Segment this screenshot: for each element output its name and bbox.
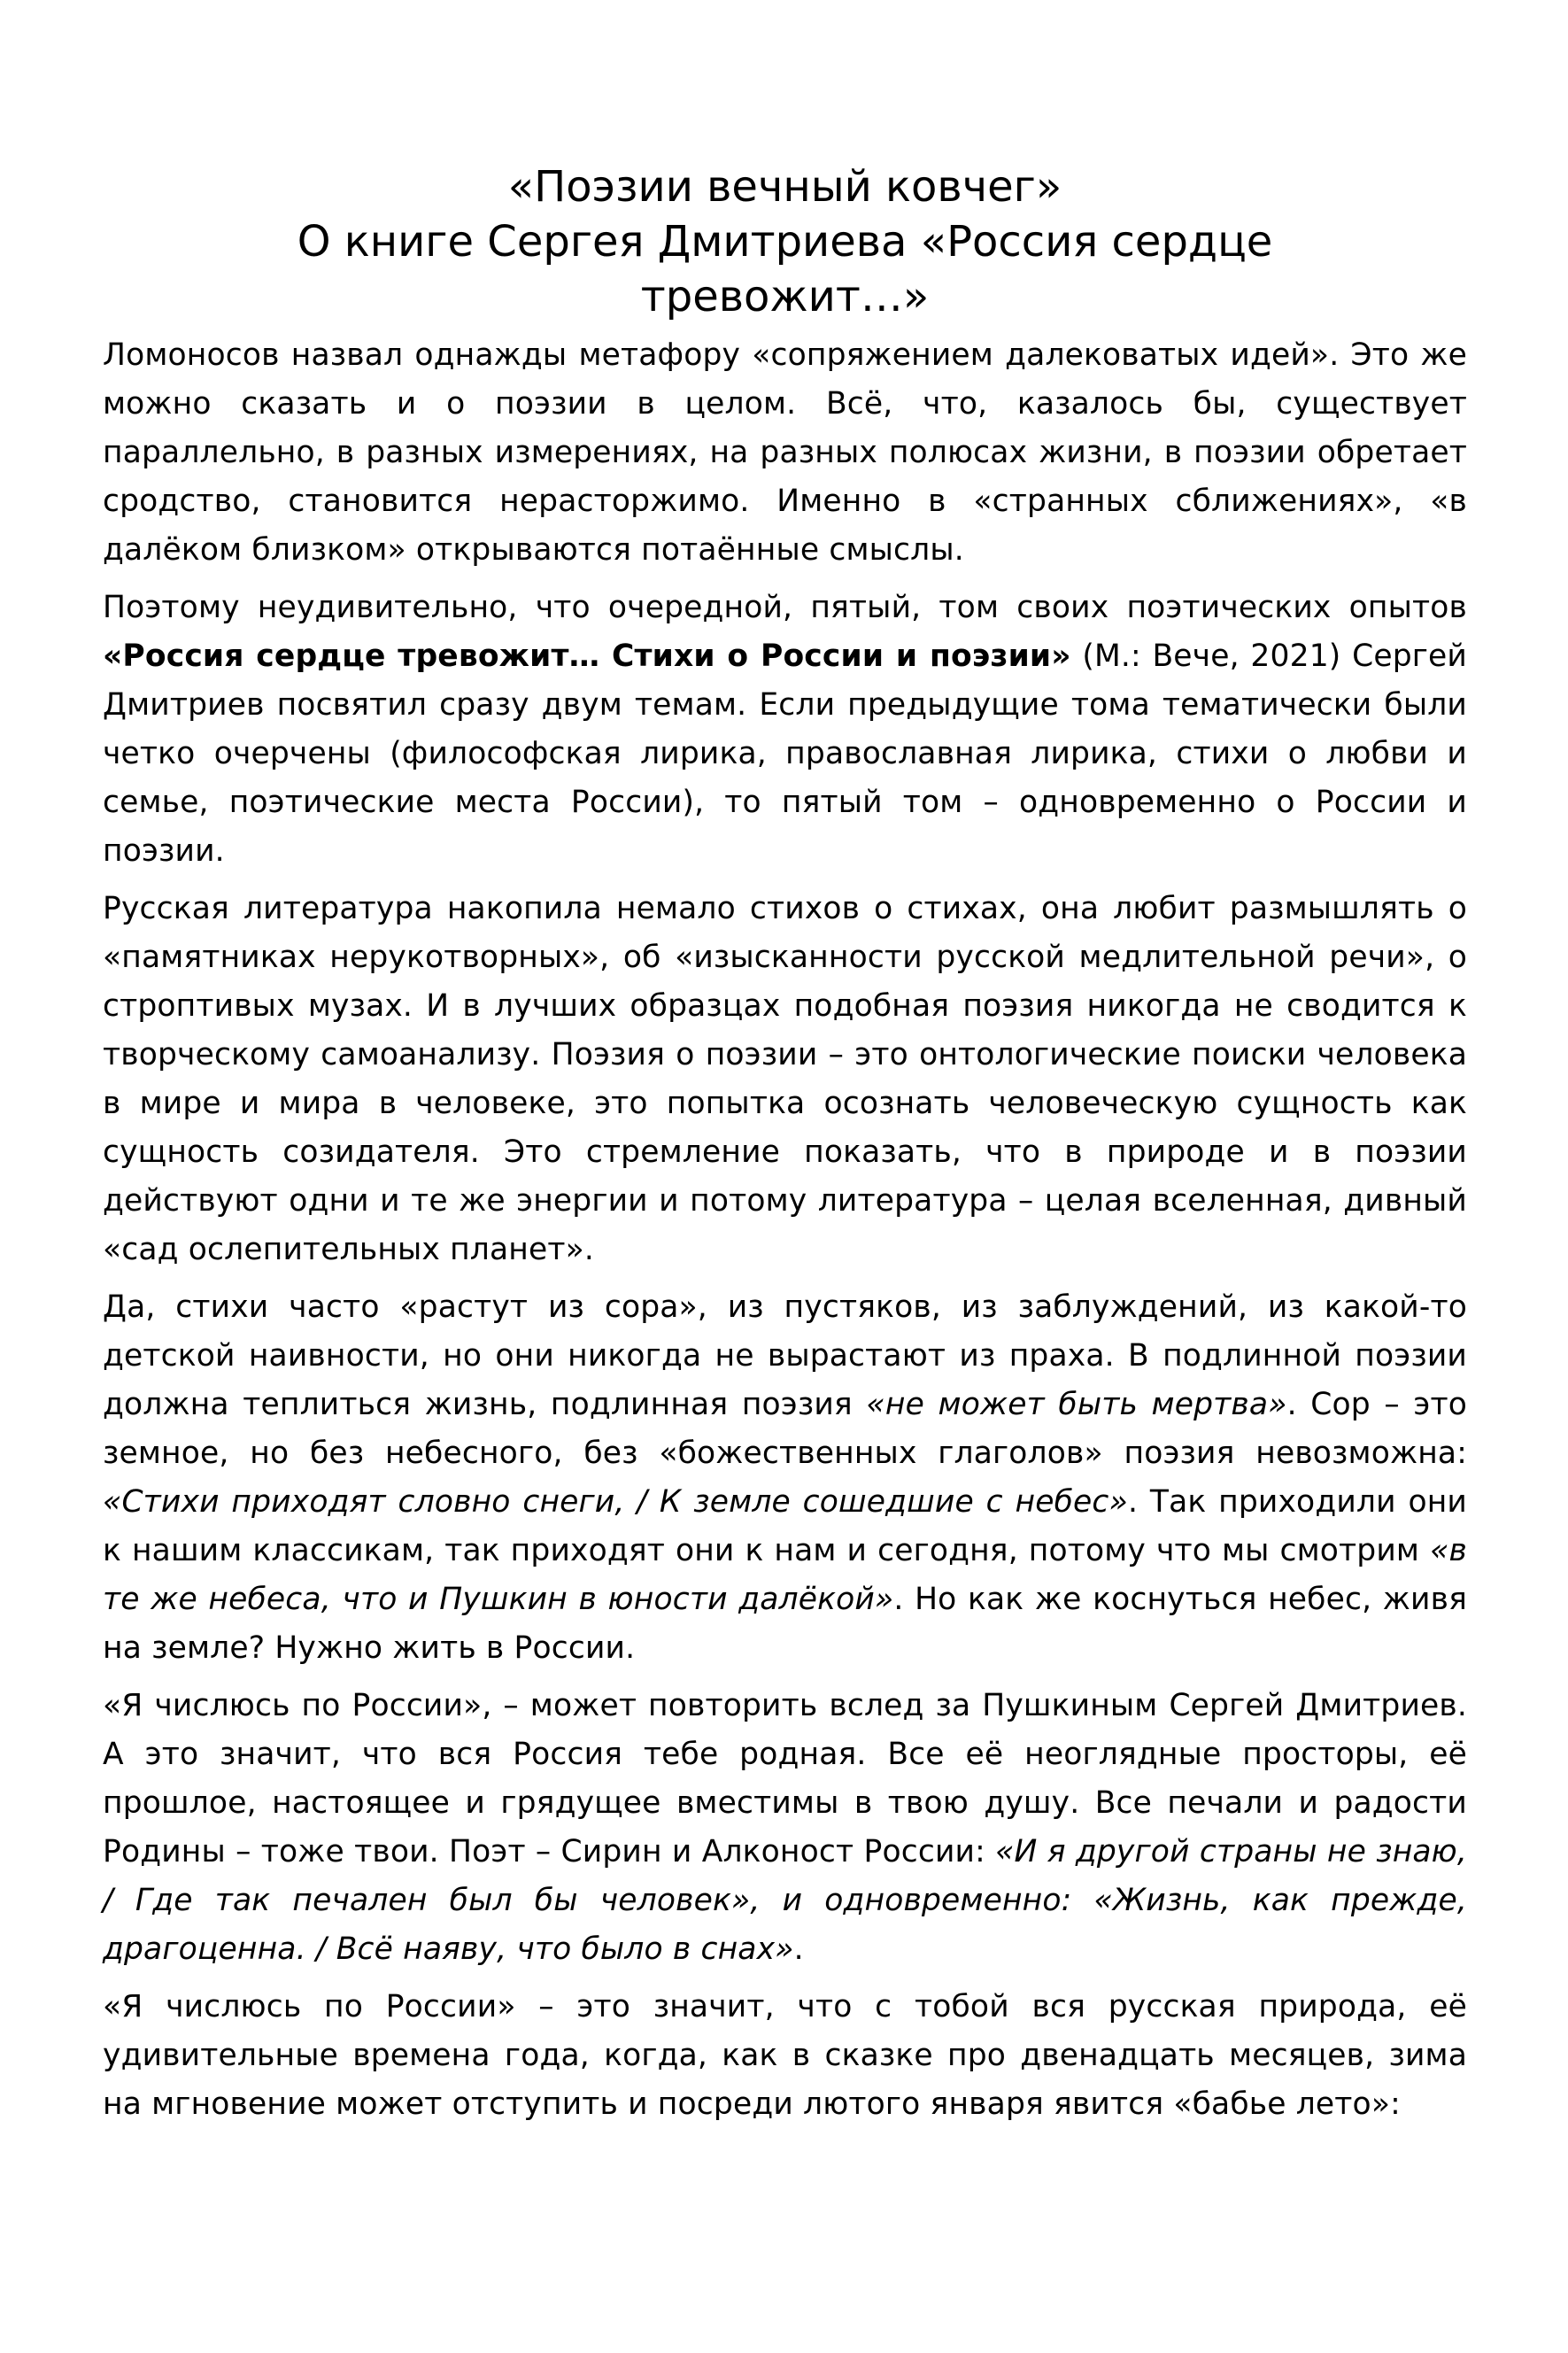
book-title-bold: «Россия сердце тревожит… Стихи о России и поэзии» (103, 639, 1071, 674)
paragraph-4-text-b: . Сор – это земное, но без небесного, без «божественных глаголов» поэзия невозможна: (103, 1387, 1467, 1471)
paragraph-3-text: Русская литература накопила немало стихов о стихах, она любит размышлять о «памятниках нерукотворных», об «изысканности русской медлительной речи», о строптивых музах. И в лучших образцах подобная поэзия никогда не сводится к творческому самоанализу. Поэзия о поэзии – это онтологические поиски человека в мире и мира в человеке, это попытка осознать человеческую сущность как сущность созидателя. Это стремление показать, что в природе и в поэзии действуют одни и те же энергии и потому литература – целая вселенная, дивный «сад ослепительных планет». (103, 891, 1467, 1267)
paragraph-5-text-a: «Я числюсь по России», – может повторить вслед за Пушкиным Сергей Дмитриев. А это значит, что вся Россия тебе родная. Все её неоглядные просторы, её прошлое, настоящее и грядущее вместимы в твою душу. Все печали и радости Родины – тоже твои. Поэт – Сирин и Алконост России: (103, 1688, 1467, 1869)
paragraph-5-text-b: . (793, 1931, 804, 1967)
title-line-1: «Поэзии вечный ковчег» (507, 162, 1062, 212)
quote-ne-mozhet-byt-mertva: «не может быть мертва» (866, 1387, 1287, 1422)
paragraph-3 (103, 885, 1467, 1274)
title-line-2: О книге Сергея Дмитриева «Россия сердце (297, 217, 1273, 267)
paragraph-2-text-b: (М.: Вече, 2021) Сергей Дмитриев посвятил сразу двум темам. Если предыдущие тома тематически были четко очерчены (философская лирика, православная лирика, стихи о любви и семье, поэтические места России), то пятый том – одновременно о России и поэзии. (103, 639, 1467, 869)
paragraph-4-text-a: Да, стихи часто «растут из сора», из пустяков, из заблуждений, из какой-то детской наивности, но они никогда не вырастают из праха. В подлинной поэзии должна теплиться жизнь, подлинная поэзия (103, 1289, 1467, 1422)
paragraph-6-text: «Я числюсь по России» – это значит, что с тобой вся русская природа, её удивительные времена года, когда, как в сказке про двенадцать месяцев, зима на мгновение может отступить и посреди лютого января явится «бабье лето»: (103, 1989, 1467, 2122)
title-line-3: тревожит…» (640, 272, 930, 321)
paragraph-5 (103, 1682, 1467, 1974)
paragraph-2 (103, 584, 1467, 876)
paragraph-4-text-c: . Так приходили они к нашим классикам, так приходят они к нам и сегодня, потому что мы смотрим (103, 1484, 1467, 1568)
paragraph-2-text-a: Поэтому неудивительно, что очередной, пятый, том своих поэтических опытов (103, 590, 1467, 625)
paragraph-6 (103, 1983, 1467, 2129)
quote-drugoy-strany: «И я другой страны не знаю, / Где так печален был бы человек», и одновременно: «Жизнь, как прежде, драгоценна. / Всё наяву, что было в снах» (103, 1834, 1467, 1967)
paragraph-4-text-d: . Но как же коснуться небес, живя на земле? Нужно жить в России. (103, 1582, 1467, 1666)
article-title (103, 159, 1467, 324)
quote-stikhi-prikhodyat: «Стихи приходят словно снеги, / К земле сошедшие с небес» (103, 1484, 1128, 1520)
paragraph-1-text: Ломоносов назвал однажды метафору «сопряжением далековатых идей». Это же можно сказать и о поэзии в целом. Всё, что, казалось бы, существует параллельно, в разных измерениях, на разных полюсах жизни, в поэзии обретает сродство, становится нерасторжимо. Именно в «странных сближениях», «в далёком близком» открываются потаённые смыслы. (103, 337, 1467, 568)
article-body (103, 331, 1467, 2129)
paragraph-4 (103, 1283, 1467, 1673)
quote-v-te-zhe-nebesa: «в те же небеса, что и Пушкин в юности далёкой» (103, 1533, 1467, 1617)
paragraph-1 (103, 331, 1467, 575)
